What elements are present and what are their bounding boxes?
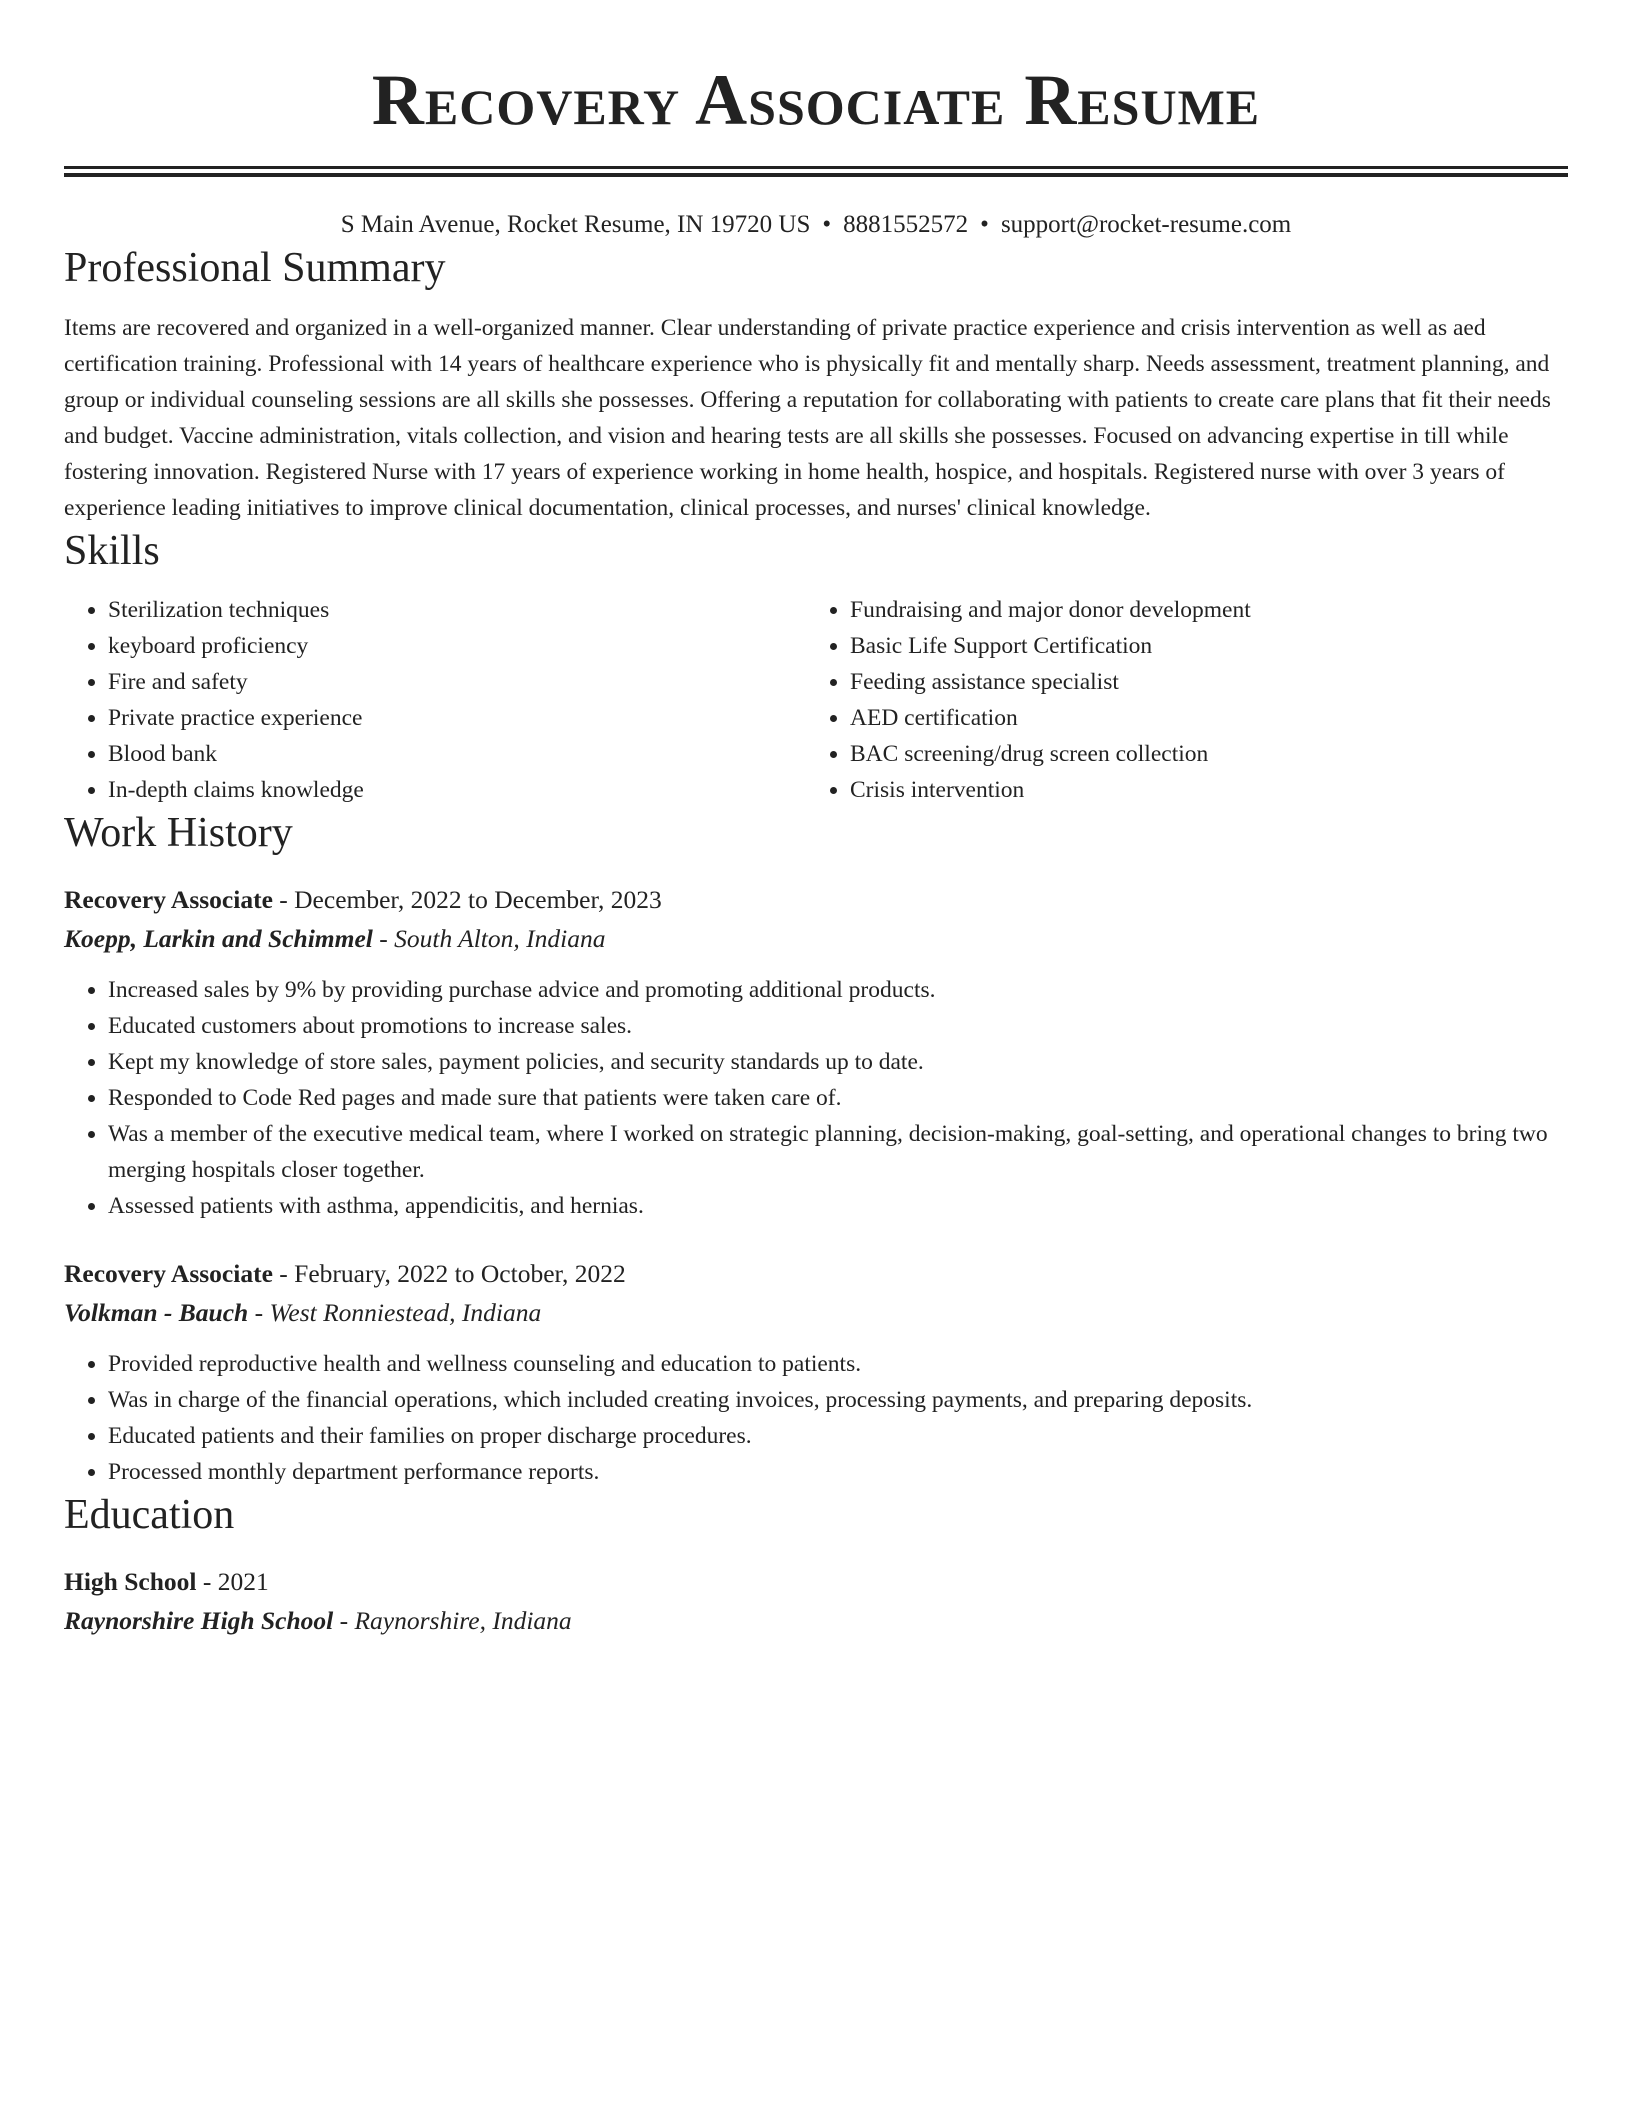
job-bullet: • Was a member of the executive medical team, where I worked on strategic planning, decision-making, goal-setting, and operational changes to bring two merging hospitals closer together. [108, 1116, 1568, 1188]
skill-item: • Fundraising and major donor development [850, 592, 1548, 628]
summary-heading: Professional Summary [64, 245, 446, 291]
contact-separator: • [822, 211, 832, 238]
skill-item: • keyboard proficiency [108, 628, 806, 664]
contact-line [64, 207, 1568, 243]
education-location: Raynorshire, Indiana [354, 1606, 572, 1635]
dash: - [379, 924, 388, 953]
education-heading: Education [64, 1492, 235, 1538]
job-bullets [64, 972, 1568, 1224]
job-location: South Alton, Indiana [394, 924, 606, 953]
education-school-line [64, 1603, 1568, 1639]
education-header [64, 1564, 1568, 1600]
job-bullet: • Increased sales by 9% by providing purchase advice and promoting additional products. [108, 972, 1568, 1008]
job-bullet: • Educated patients and their families on proper discharge procedures. [108, 1418, 1568, 1454]
job-bullets [64, 1346, 1568, 1490]
education-degree: High School [64, 1567, 197, 1596]
job-company: Volkman - Bauch [64, 1298, 249, 1327]
education-school: Raynorshire High School [64, 1606, 334, 1635]
job-bullet: • Was in charge of the financial operations, which included creating invoices, processing payments, and preparing deposits. [108, 1382, 1568, 1418]
job-location: West Ronniestead, Indiana [269, 1298, 542, 1327]
job-bullet: • Provided reproductive health and wellness counseling and education to patients. [108, 1346, 1568, 1382]
resume-title: Recovery Associate Resume [371, 60, 1261, 140]
skill-item: • Feeding assistance specialist [850, 664, 1548, 700]
skill-item: • Private practice experience [108, 700, 806, 736]
education-entry [64, 1564, 1568, 1639]
job-company: Koepp, Larkin and Schimmel [64, 924, 373, 953]
contact-phone[interactable]: 8881552572 [843, 211, 969, 238]
contact-email[interactable]: support@rocket-resume.com [1000, 211, 1292, 238]
job-header [64, 882, 1568, 918]
job-bullet: • Responded to Code Red pages and made sure that patients were taken care of. [108, 1080, 1568, 1116]
job-header [64, 1256, 1568, 1292]
contact-separator: • [980, 211, 989, 238]
job-entry [64, 1256, 1568, 1490]
job-title: Recovery Associate [64, 885, 273, 914]
job-bullet: • Processed monthly department performance reports. [108, 1454, 1568, 1490]
skills-column-left [64, 592, 806, 808]
job-entry [64, 882, 1568, 1224]
job-dates: December, 2022 to December, 2023 [294, 885, 662, 914]
skill-item: • AED certification [850, 700, 1548, 736]
job-bullet: • Kept my knowledge of store sales, payment policies, and security standards up to date. [108, 1044, 1568, 1080]
skill-item: • Crisis intervention [850, 772, 1548, 808]
job-company-line [64, 1295, 1568, 1331]
skill-item: • Basic Life Support Certification [850, 628, 1548, 664]
dash: - [254, 1298, 264, 1327]
job-dates: February, 2022 to October, 2022 [294, 1259, 626, 1288]
skills-heading: Skills [64, 528, 160, 574]
skill-item: • BAC screening/drug screen collection [850, 736, 1548, 772]
job-title: Recovery Associate [64, 1259, 273, 1288]
skills-list [64, 592, 1568, 808]
contact-address: S Main Avenue, Rocket Resume, IN 19720 US [340, 211, 811, 238]
title-double-rule [64, 166, 1568, 177]
education-year: 2021 [217, 1567, 269, 1596]
skills-column-right [806, 592, 1548, 808]
dash: - [279, 885, 288, 914]
skill-item: • In-depth claims knowledge [108, 772, 806, 808]
job-bullet: • Educated customers about promotions to increase sales. [108, 1008, 1568, 1044]
job-company-line [64, 921, 1568, 957]
dash: - [202, 1567, 212, 1596]
work-history-heading: Work History [64, 810, 293, 856]
skill-item: • Sterilization techniques [108, 592, 806, 628]
dash: - [339, 1606, 349, 1635]
skill-item: • Blood bank [108, 736, 806, 772]
dash: - [279, 1259, 288, 1288]
job-bullet: • Assessed patients with asthma, appendicitis, and hernias. [108, 1188, 1568, 1224]
summary-text: Items are recovered and organized in a well-organized manner. Clear understanding of private practice experience and crisis intervention as well as aed certification training. Professional with 14 years of healthcare experience who is physically fit and mentally sharp. Needs assessment, treatment planning, and group or individual counseling sessions are all skills she possesses. Offering a reputation for collaborating with patients to create care plans that fit their needs and budget. Vaccine administration, vitals collection, and vision and hearing tests are all skills she possesses. Focused on advancing expertise in till while fostering innovation. Registered Nurse with 17 years of experience working in home health, hospice, and hospitals. Registered nurse with over 3 years of experience leading initiatives to improve clinical documentation, clinical processes, and nurses' clinical knowledge. [64, 315, 1551, 521]
skill-item: • Fire and safety [108, 664, 806, 700]
